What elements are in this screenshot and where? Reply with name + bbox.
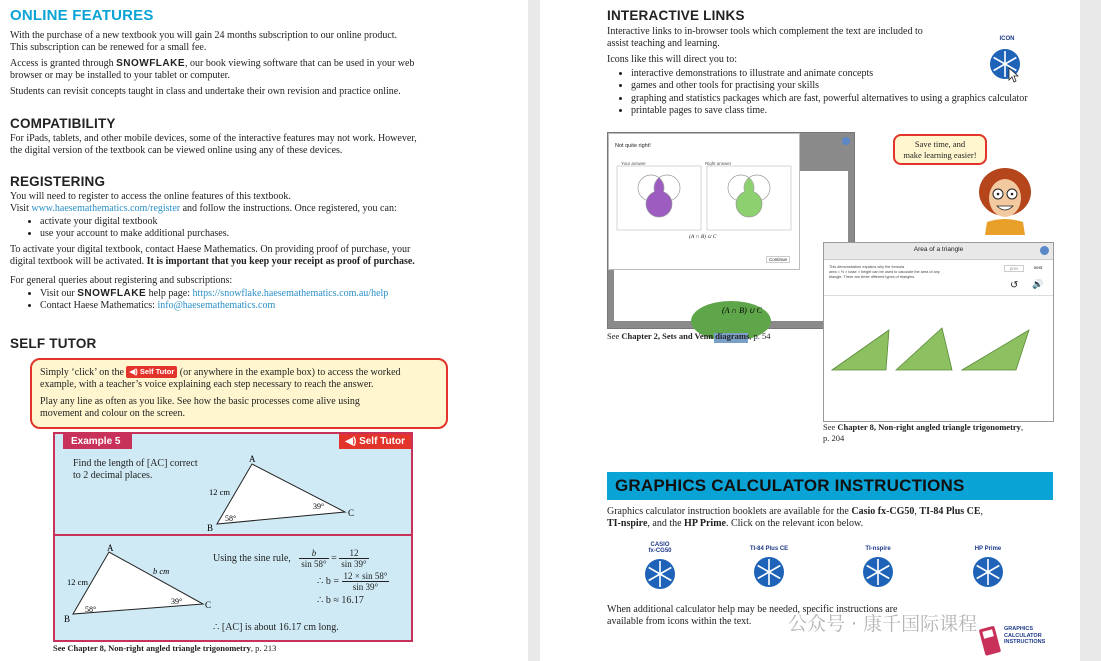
svg-text:58°: 58° xyxy=(225,514,237,523)
list-item: • use your account to make additional purchases. xyxy=(40,228,520,240)
triangle-caption: See Chapter 8, Non-right angled triangle trigonometry, p. 204 xyxy=(823,422,1024,443)
snowflake-icon xyxy=(968,552,1008,592)
heading-compatibility: COMPATIBILITY xyxy=(10,116,116,131)
venn-diagrams xyxy=(617,166,793,232)
gc-footer-text: When additional calculator help may be needed, specific instructions are available from icons within the text. xyxy=(607,604,898,628)
venn-popup: Not quite right! Your answer Right answer (A ∩ B) ∪ C Continue xyxy=(608,133,800,270)
svg-text:B: B xyxy=(207,523,214,533)
list-item: • Contact Haese Mathematics: info@haesemathematics.com xyxy=(40,300,520,312)
help-page-link[interactable]: https://snowflake.haesemathematics.com.au/help xyxy=(192,287,389,299)
triangle-figure-2 xyxy=(59,542,212,624)
query-bullets xyxy=(10,288,520,313)
gc-icon-tinspire[interactable]: TI-nspire xyxy=(858,546,898,597)
next-button[interactable]: next xyxy=(1033,265,1043,270)
svg-text:39°: 39° xyxy=(171,597,183,606)
venn-caption: See Chapter 2, Sets and Venn diagrams, p. 54 xyxy=(607,331,771,341)
gc-icons xyxy=(640,542,1030,598)
example-caption: See Chapter 8, Non-right angled triangle trigonometry, p. 213 xyxy=(53,643,277,653)
svg-text:12 cm: 12 cm xyxy=(67,577,89,587)
list-item: • graphing and statistics packages which are fast, powerful alternatives to using a graphics calculator xyxy=(631,93,1101,105)
heading-self-tutor: SELF TUTOR xyxy=(10,336,97,351)
self-tutor-badge[interactable]: ◀) Self Tutor xyxy=(126,366,177,378)
example-box[interactable] xyxy=(53,432,413,642)
svg-text:12 cm: 12 cm xyxy=(209,487,231,497)
register-bullets xyxy=(10,216,520,241)
list-item: • interactive demonstrations to illustrate and animate concepts xyxy=(631,68,1101,80)
gc-icon-hpprime[interactable]: HP Prime xyxy=(968,546,1008,597)
prev-button[interactable]: prev xyxy=(1004,265,1024,272)
continue-button[interactable]: Continue xyxy=(766,256,790,263)
svg-text:58°: 58° xyxy=(85,605,97,614)
example-title: Example 5 xyxy=(63,434,132,449)
list-item: • printable pages to save class time. xyxy=(631,105,1101,117)
svg-text:C: C xyxy=(348,508,355,518)
heading-registering: REGISTERING xyxy=(10,174,106,189)
left-page xyxy=(0,0,528,661)
snowflake-brand: SNOWFLAKE xyxy=(116,57,186,69)
interactive-bullets xyxy=(607,68,1101,118)
register-link[interactable]: www.haesemathematics.com/register xyxy=(31,203,181,215)
gc-icon-casio[interactable]: CASIO fx-CG50 xyxy=(640,542,680,599)
speaker-icon[interactable]: 🔊 xyxy=(1032,280,1044,290)
venn-screenshot[interactable] xyxy=(607,132,855,329)
self-tutor-button[interactable]: ◀) Self Tutor xyxy=(339,434,411,449)
solution: Using the sine rule, $\frac{b}{\sin 58^\circ}$ = $\frac{12}{\sin 39^\circ}$ ∴ b = $\frac{12 \times \sin 58^\circ}{\sin 39^\circ}$ ∴ b ≈ 16.17 xyxy=(213,548,388,606)
right-page: INTERACTIVE LINKS Interactive links to in-browser tools which complement the text are included to assist teaching and learning. Icons like this will direct you to: ICON • interactive demonstrations to illustrate and animate concepts • games and other tools for practising your skills • graphing and statistics packages which are fast, powerful alternatives to using a graphics calculator • printable pages to save class time. (A ∩ B) ∪ C Not quite right! Your answer Right answer (A ∩ B) ∪ C Continue See Chapter 2, Sets and Venn diagrams, p. 54 Save time, and make learning easier! Area of a triangle This demonstration explains why the formula area = ½ × base × height can be used to calculate the area of any triangle. There are three different types of triangles. prev next ↺ 🔊 See Chapter 8, Non-right angled triangle trigonometry, p. 204 GRAPHICS CALCULATOR INSTRUCTIONS Graphics calculator instruction booklets are available for the Casio fx-CG50, TI-84 Plus CE, TI-nspire, and the HP Prime. Click on the relevant icon below. CASIO fx-CG50 TI-84 Plus CE TI-nspire HP Prime When additional calculator help may be needed, specific instructions are available from icons within the text. 公众号 · 康千国际课程 GRAPHICS CALCULATOR INSTRUCTIONS xyxy=(540,0,1080,661)
heading-interactive-links: INTERACTIVE LINKS xyxy=(607,8,745,23)
registering-text: You will need to register to access the online features of this textbook. Visit www.haesemathematics.com/register and follow the instructions. Once registered, you can: • activate your digital textbook • use your account to make additional purchases. To activate your digital textbook, contact Haese Mathematics. On providing proof of purchase, your digital textbook will be activated. It is important that you keep your receipt as proof of purchase. For general queries about registering and subscriptions: • Visit our SNOWFLAKE help page: https://snowflake.haesemathematics.com.au/help • Contact Haese Mathematics: info@haesemathematics.com xyxy=(10,191,520,313)
question-line-2: to 2 decimal places. xyxy=(73,470,153,482)
gc-icon-ti84[interactable]: TI-84 Plus CE xyxy=(744,546,794,597)
answer: ∴ [AC] is about 16.17 cm long. xyxy=(213,622,339,633)
svg-text:(A ∩ B) ∪ C: (A ∩ B) ∪ C xyxy=(722,306,762,315)
watermark: 公众号 · 康千国际课程 xyxy=(788,613,978,635)
email-link[interactable]: info@haesemathematics.com xyxy=(157,300,276,312)
list-item: • activate your digital textbook xyxy=(40,216,520,228)
list-item: • Visit our SNOWFLAKE help page: https://snowflake.haesemathematics.com.au/help xyxy=(40,288,520,300)
gc-text: Graphics calculator instruction booklets are available for the Casio fx-CG50, TI-84 Plus CE, TI-nspire, and the HP Prime. Click on the relevant icon below. xyxy=(607,506,984,530)
gc-corner-icon[interactable]: GRAPHICS CALCULATOR INSTRUCTIONS xyxy=(980,626,1040,656)
help-icon[interactable] xyxy=(1040,246,1049,255)
calculator-icon xyxy=(980,626,1002,656)
compatibility-text: For iPads, tablets, and other mobile devices, some of the interactive features may not work. However, the digital version of the textbook can be viewed online using any of these devices. xyxy=(10,133,417,157)
svg-text:A: A xyxy=(249,454,256,464)
self-tutor-note: Simply ‘click’ on the ◀) Self Tutor (or anywhere in the example box) to access the worked example, with a teacher’s voice explaining each step necessary to reach the answer. Play any line as often as you like. See how the basic processes come alive using movement and colour on the screen. xyxy=(30,358,448,429)
online-features-text: With the purchase of a new textbook you will gain 24 months subscription to our online product. This subscription can be renewed for a small fee. Access is granted through SNOWFLAKE, our book viewing software that can be used in your web browser or may be installed to your tablet or computer. Students can revisit concepts taught in class and undertake their own revision and practice online. xyxy=(10,30,415,97)
snowflake-icon xyxy=(858,552,898,592)
svg-text:A: A xyxy=(107,543,114,553)
teacher-cartoon xyxy=(975,160,1035,235)
help-icon[interactable] xyxy=(842,137,850,145)
undo-icon[interactable]: ↺ xyxy=(1010,280,1019,291)
svg-text:b cm: b cm xyxy=(153,566,170,576)
svg-text:B: B xyxy=(64,614,71,624)
triangle-figure-1 xyxy=(195,454,365,534)
list-item: • games and other tools for practising your skills xyxy=(631,80,1101,92)
triangle-screenshot[interactable]: Area of a triangle This demonstration explains why the formula area = ½ × base × height can be used to calculate the area of any triangle. There are three different types of triangles. prev next ↺ 🔊 xyxy=(823,242,1054,422)
triangles-figure xyxy=(824,298,1053,418)
gc-banner: GRAPHICS CALCULATOR INSTRUCTIONS xyxy=(607,472,1053,500)
heading-online-features: ONLINE FEATURES xyxy=(10,7,154,24)
svg-text:39°: 39° xyxy=(313,502,325,511)
interactive-intro: Interactive links to in-browser tools which complement the text are included to assist teaching and learning. Icons like this will direct you to: xyxy=(607,26,923,65)
speech-bubble: Save time, and make learning easier! xyxy=(893,134,987,165)
svg-text:C: C xyxy=(205,600,212,610)
snowflake-icon xyxy=(640,554,680,594)
question-line-1: Find the length of [AC] correct xyxy=(73,458,198,469)
snowflake-icon xyxy=(749,552,789,592)
